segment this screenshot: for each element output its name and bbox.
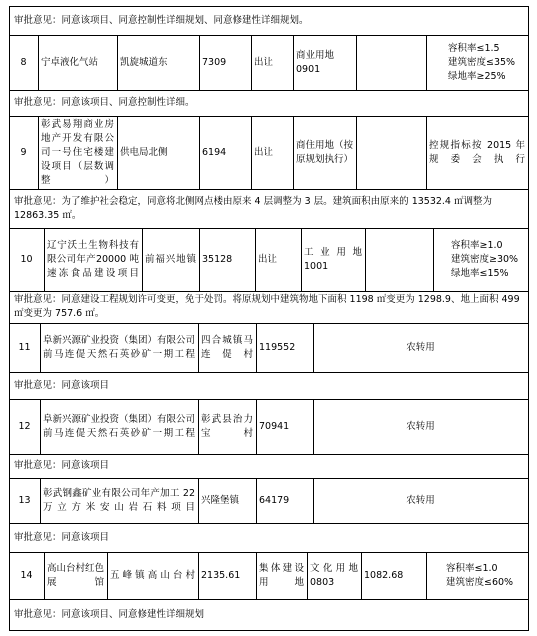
approval-opinion: 审批意见：同意该项目、同意修建性详细规划 xyxy=(14,608,205,620)
supply-mode: 集体建设用地 xyxy=(259,562,304,588)
row-number: 11 xyxy=(18,341,31,353)
planning-indicators: 容积率≥1.0 建筑密度≥30% 绿地率≤15% xyxy=(451,239,519,279)
row-divider xyxy=(9,478,529,479)
land-area: 70941 xyxy=(259,420,290,432)
column-divider xyxy=(361,552,362,599)
row-divider xyxy=(9,189,529,190)
row-divider xyxy=(9,35,529,36)
column-divider xyxy=(301,228,302,291)
column-divider xyxy=(251,116,252,189)
column-divider xyxy=(356,116,357,189)
column-divider xyxy=(40,478,41,523)
project-name: 辽宁沃土生物科技有限公司年产20000 吨速冻食品建设项目 xyxy=(47,239,139,279)
column-divider xyxy=(38,35,39,90)
column-divider xyxy=(40,399,41,454)
column-divider xyxy=(251,35,252,90)
approval-opinion: 审批意见：为了维护社会稳定，同意将北侧网点楼由原来 4 层调整为 3 层。建筑面积由原来的 13532.4 ㎡调整为 12863.35 ㎡。 xyxy=(14,195,492,221)
supply-mode: 出让 xyxy=(254,56,274,68)
project-name: 彰武钢鑫矿业有限公司年产加工 22 万立方米安山岩石料项目 xyxy=(43,487,195,513)
land-area: 35128 xyxy=(202,253,233,265)
project-name: 阜新兴源矿业投资（集团）有限公司前马连偍天然石英砂矿一期工程 xyxy=(43,413,196,439)
project-name: 彰武易翔商业房地产开发有限公司一号住宅楼建设项目（层数调整） xyxy=(41,118,114,186)
project-location: 兴隆堡镇 xyxy=(201,494,240,506)
supply-mode: 出让 xyxy=(254,146,274,158)
row-divider xyxy=(9,323,529,324)
land-area: 6194 xyxy=(202,146,227,158)
project-name: 宁卓液化气站 xyxy=(41,56,99,68)
row-number: 14 xyxy=(20,569,33,581)
land-area: 7309 xyxy=(202,56,227,68)
column-divider xyxy=(117,116,118,189)
table-border xyxy=(9,6,529,7)
land-area: 119552 xyxy=(259,341,296,353)
column-divider xyxy=(117,35,118,90)
column-divider xyxy=(426,552,427,599)
column-divider xyxy=(198,478,199,523)
row-divider xyxy=(9,116,529,117)
column-divider xyxy=(256,478,257,523)
column-divider xyxy=(426,35,427,90)
column-divider xyxy=(256,399,257,454)
column-divider xyxy=(142,228,143,291)
column-divider xyxy=(365,228,366,291)
column-divider xyxy=(313,478,314,523)
land-area: 64179 xyxy=(259,494,290,506)
column-divider xyxy=(199,116,200,189)
column-divider xyxy=(426,116,427,189)
column-divider xyxy=(199,35,200,90)
approval-opinion: 审批意见：同意该项目 xyxy=(14,379,110,391)
column-divider xyxy=(44,228,45,291)
column-divider xyxy=(433,228,434,291)
planning-indicators: 控规指标按 2015 年规委会执行 xyxy=(429,139,525,165)
land-use: 工业用地 1001 xyxy=(304,246,362,272)
land-use: 文化用地 0803 xyxy=(310,562,358,588)
row-divider xyxy=(9,372,529,373)
column-divider xyxy=(38,116,39,189)
column-divider xyxy=(256,323,257,372)
planning-indicators: 容积率≤1.5 建筑密度≤35% 绿地率≥25% xyxy=(448,42,516,82)
row-divider xyxy=(9,90,529,91)
project-location: 凯旋城道东 xyxy=(120,56,168,68)
column-divider xyxy=(40,323,41,372)
column-divider xyxy=(255,228,256,291)
land-usage-type: 农转用 xyxy=(406,494,435,506)
approval-opinion: 审批意见：同意该项目、同意控制性详细。 xyxy=(14,97,195,108)
project-name: 阜新兴源矿业投资（集团）有限公司前马连偍天然石英砂矿一期工程 xyxy=(43,334,196,360)
approval-opinion: 审批意见：同意该项目 xyxy=(14,531,110,543)
row-number: 12 xyxy=(18,420,31,432)
row-divider xyxy=(9,291,529,292)
row-number: 10 xyxy=(20,253,33,265)
row-divider xyxy=(9,523,529,524)
project-location: 供电局北侧 xyxy=(120,146,168,158)
row-divider xyxy=(9,599,529,600)
approval-opinion: 审批意见：同意该项目、同意控制性详细规划、同意修建性详细规划。 xyxy=(14,14,309,26)
floor-area: 1082.68 xyxy=(364,569,404,581)
column-divider xyxy=(198,552,199,599)
column-divider xyxy=(293,116,294,189)
row-number: 8 xyxy=(20,56,27,68)
column-divider xyxy=(198,323,199,372)
table-border xyxy=(528,6,529,631)
land-usage-type: 农转用 xyxy=(406,420,435,432)
project-location: 彰武县治力宝村 xyxy=(201,413,253,439)
column-divider xyxy=(256,552,257,599)
land-use: 商业用地 0901 xyxy=(296,49,335,75)
project-location: 四合城镇马连偍村 xyxy=(201,334,253,360)
row-divider xyxy=(9,228,529,229)
land-usage-type: 农转用 xyxy=(406,341,435,353)
column-divider xyxy=(199,228,200,291)
land-use: 商住用地（按原规划执行） xyxy=(296,139,354,165)
project-location: 前福兴地镇 xyxy=(145,253,196,265)
column-divider xyxy=(44,552,45,599)
column-divider xyxy=(313,323,314,372)
column-divider xyxy=(198,399,199,454)
column-divider xyxy=(307,552,308,599)
approval-opinion: 审批意见：同意该项目 xyxy=(14,460,110,471)
row-divider xyxy=(9,552,529,553)
project-name: 高山台村红色展馆 xyxy=(47,562,105,588)
column-divider xyxy=(313,399,314,454)
land-area: 2135.61 xyxy=(201,569,241,581)
row-number: 13 xyxy=(18,494,31,506)
project-location: 五峰镇高山台村 xyxy=(110,569,195,581)
row-divider xyxy=(9,454,529,455)
supply-mode: 出让 xyxy=(258,253,278,265)
column-divider xyxy=(356,35,357,90)
table-border xyxy=(9,630,529,631)
planning-indicators: 容积率≤1.0 建筑密度≤60% xyxy=(446,562,514,588)
row-number: 9 xyxy=(20,146,27,158)
table-border xyxy=(9,6,10,631)
column-divider xyxy=(107,552,108,599)
approval-opinion: 审批意见：同意建设工程规划许可变更，免于处罚。将原规划中建筑物地下面积 1198 ㎡变更为 1298.9、地上面积 499 ㎡变更为 757.6 ㎡。 xyxy=(14,294,520,319)
column-divider xyxy=(293,35,294,90)
row-divider xyxy=(9,399,529,400)
